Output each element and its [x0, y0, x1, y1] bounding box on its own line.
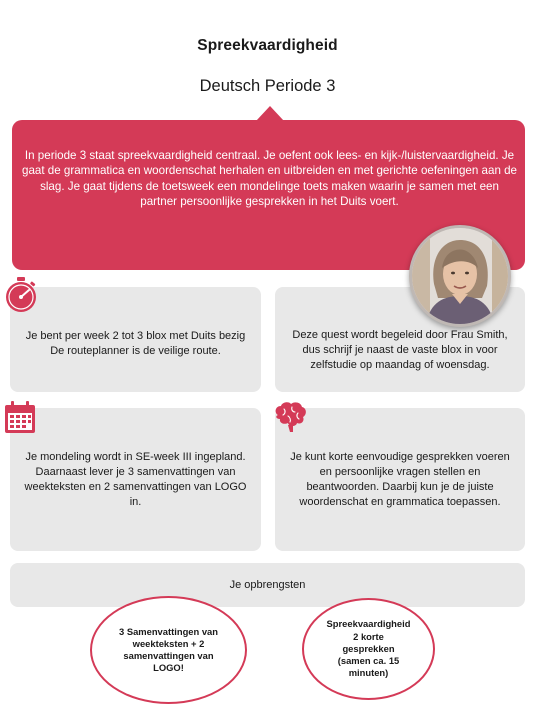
- result-summaries-text: 3 Samenvattingen van weekteksten + 2 samenvattingen van LOGO!: [119, 625, 218, 674]
- card-time: [10, 287, 261, 392]
- results-bar: [10, 563, 525, 607]
- card-teacher-text: Deze quest wordt begeleid door Frau Smith, dus schrijf je naast de vaste blox in voor zelfstudie op maandag of woensdag.: [292, 329, 508, 371]
- card-time-line2: De routeplanner is de veilige route.: [50, 344, 221, 357]
- card-schedule-text: Je mondeling wordt in SE-week III ingepland. Daarnaast lever je 3 samenvattingen van weekteksten en 2 samenvattingen van LOGO in.: [24, 450, 247, 508]
- intro-banner-notch: [256, 106, 284, 121]
- card-goals: [275, 408, 525, 551]
- teacher-avatar: [409, 225, 511, 327]
- teacher-photo: [412, 228, 508, 324]
- calendar-icon: [2, 399, 38, 435]
- card-time-line1: Je bent per week 2 tot 3 blox met Duits bezig: [25, 329, 246, 342]
- results-heading: Je opbrengsten: [229, 579, 306, 591]
- card-schedule: [10, 408, 261, 551]
- intro-text: In periode 3 staat spreekvaardigheid centraal. Je oefent ook lees- en kijk-/luistervaardigheid. Je gaat de grammatica en woordenschat herhalen en uitbreiden en met gerichte oefeningen aan de slag. Je gaat tijdens de toetsweek een mondelinge toets maken waarin je samen met een partner persoonlijke gesprekken in het Duits voert.: [22, 149, 518, 209]
- result-speaking-text: Spreekvaardigheid 2 korte gesprekken (samen ca. 15 minuten): [326, 618, 411, 679]
- result-summaries: [90, 596, 247, 704]
- result-speaking: [302, 598, 435, 700]
- page-title: Spreekvaardigheid: [197, 37, 338, 54]
- stopwatch-icon: [2, 276, 40, 314]
- brain-icon: [272, 401, 308, 433]
- card-goals-text: Je kunt korte eenvoudige gesprekken voeren en persoonlijke vragen stellen en beantwoorden. Daarbij kun je de juiste woordenschat en grammatica toepassen.: [290, 450, 510, 508]
- page-subtitle: Deutsch Periode 3: [199, 77, 336, 95]
